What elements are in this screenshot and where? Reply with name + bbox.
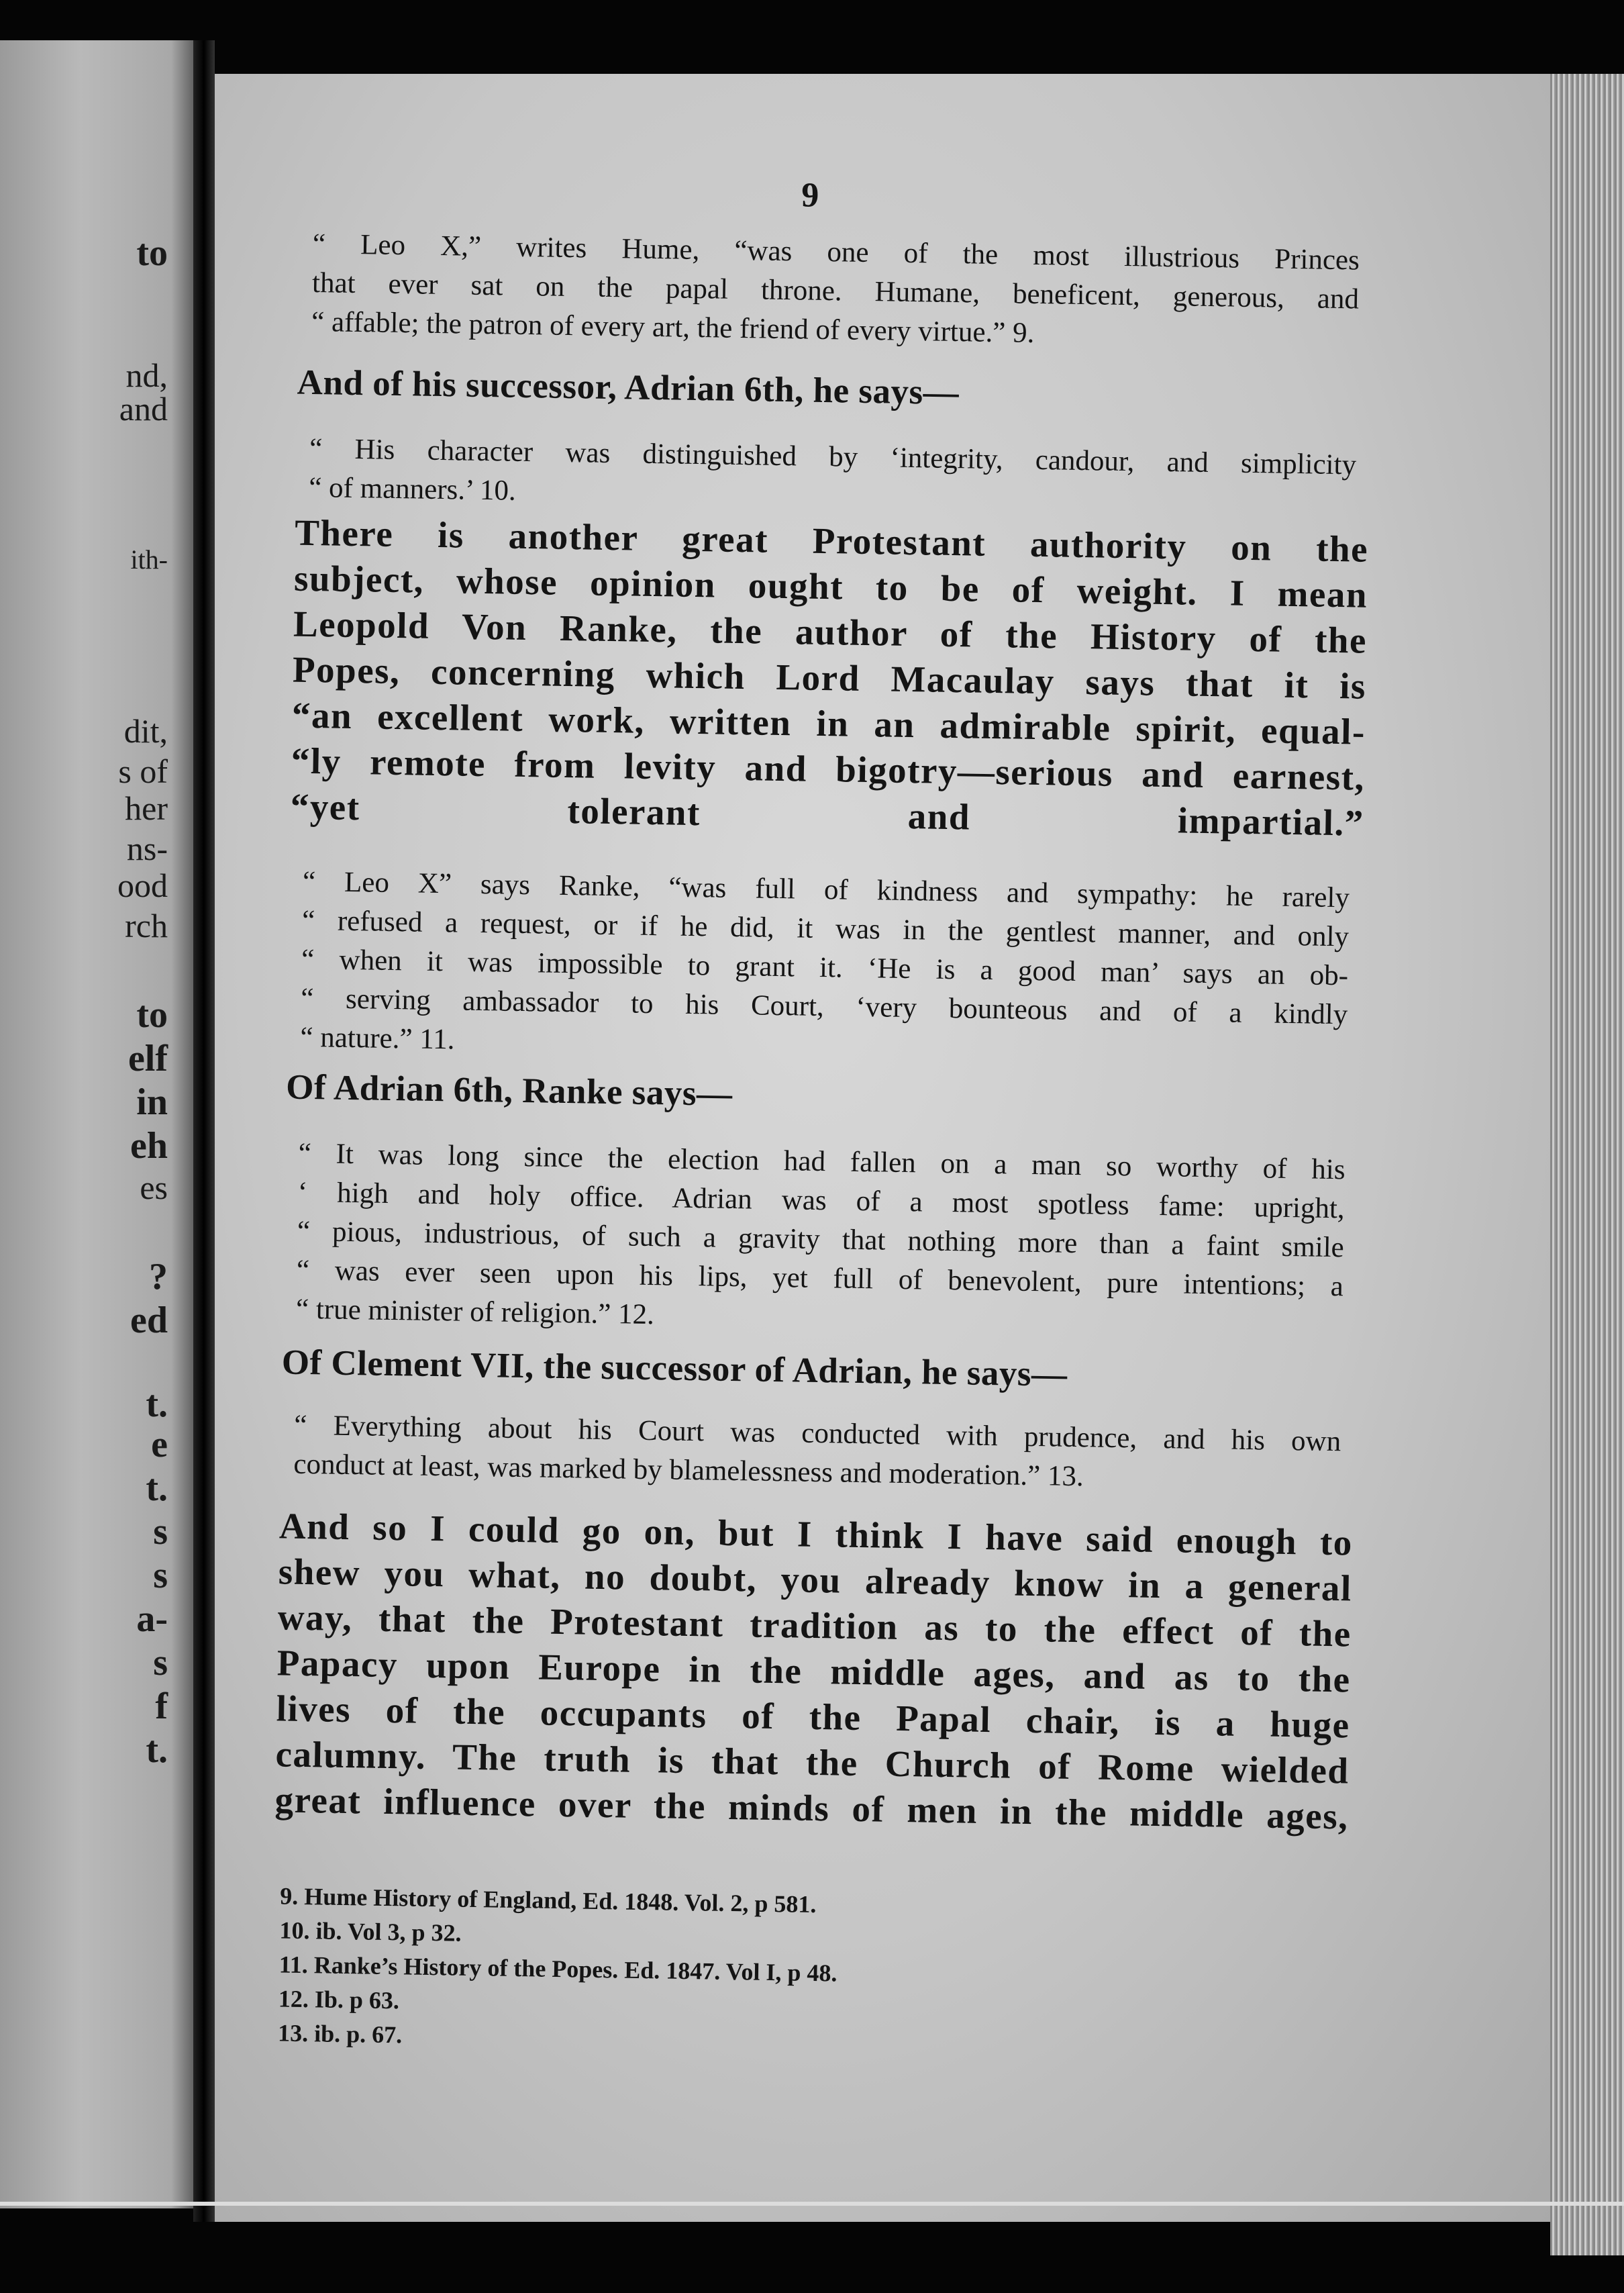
left-page-text-fragment: e: [151, 1424, 168, 1465]
text-line: that ever sat on the papal throne. Humane, beneficent, generous, and: [311, 266, 1360, 315]
text-line: Leopold Von Ranke, the author of the History of the: [293, 603, 1368, 661]
text-line: “ pious, industrious, of such a gravity that nothing more than a faint smile: [297, 1215, 1345, 1264]
text-line: “ was ever seen upon his lips, yet full of benevolent, pure intentions; a: [296, 1254, 1344, 1303]
left-page-fragment: [0, 40, 201, 2208]
ranke-leo-quote: [300, 863, 1350, 1073]
page-content: [274, 74, 1483, 2049]
text-line: “an excellent work, written in an admirable spirit, equal-: [291, 694, 1366, 752]
footnote: 12. Ib. p 63.: [278, 1985, 400, 2014]
footnote: 13. ib. p. 67.: [277, 2019, 403, 2049]
left-page-text-fragment: ood: [117, 867, 168, 904]
left-page-text-fragment: t.: [146, 1729, 168, 1771]
left-page-text-fragment: to: [136, 232, 168, 274]
left-page-text-fragment: ns-: [126, 830, 168, 867]
left-page-text-fragment: eh: [130, 1125, 168, 1167]
hume-leo-quote: [311, 225, 1360, 358]
page-number: 9: [801, 176, 819, 215]
footnote: 11. Ranke’s History of the Popes. Ed. 1847. Vol I, p 48.: [278, 1951, 838, 1987]
left-page-text-fragment: elf: [128, 1038, 168, 1079]
text-line: Popes, concerning which Lord Macaulay says that it is: [292, 648, 1367, 707]
left-page-text-fragment: nd,: [125, 356, 168, 394]
text-line: There is another great Protestant authority on the: [294, 511, 1369, 570]
scan-border-line: [0, 2202, 1624, 2206]
text-line: “ when it was impossible to grant it. ‘He is a good man’ says an ob-: [301, 943, 1349, 992]
heading-clement: Of Clement VII, the successor of Adrian, he says—: [281, 1343, 1068, 1394]
footnote: 9. Hume History of England, Ed. 1848. Vol. 2, p 581.: [280, 1882, 817, 1918]
paragraph-conclusion: [274, 1503, 1353, 1839]
text-line: “ His character was distinguished by ‘integrity, candour, and simplicity: [309, 432, 1357, 481]
text-line: subject, whose opinion ought to be of weight. I mean: [293, 557, 1368, 616]
text-line: great influence over the minds of men in the middle ages,: [274, 1779, 1349, 1837]
text-line: shew you what, no doubt, you already know in a general: [278, 1551, 1353, 1609]
text-line: “ly remote from levity and bigotry—serious and earnest,: [291, 740, 1366, 798]
heading-adrian-ranke: Of Adrian 6th, Ranke says—: [285, 1067, 733, 1114]
left-page-text-fragment: dit,: [123, 712, 168, 750]
left-page-text-fragment: ed: [130, 1300, 168, 1341]
left-page-text-fragment: ?: [149, 1256, 168, 1298]
left-page-text-fragment: t.: [146, 1467, 168, 1509]
text-line: And so I could go on, but I think I have said enough to: [278, 1505, 1354, 1563]
text-line: “ Leo X” says Ranke, “was full of kindness and sympathy: he rarely: [302, 865, 1350, 914]
text-line: “ serving ambassador to his Court, ‘very bounteous and of a kindly: [300, 982, 1348, 1031]
left-page-text-fragment: s: [153, 1555, 168, 1596]
text-line: “ Everything about his Court was conducted with prudence, and his own: [294, 1409, 1341, 1458]
left-page-text-fragment: ith-: [130, 544, 168, 575]
left-page-text-fragment: s: [153, 1642, 168, 1684]
left-page-text-fragment: and: [119, 390, 168, 428]
left-page-text-fragment: s: [153, 1511, 168, 1553]
text-line: “ It was long since the election had fallen on a man so worthy of his: [298, 1137, 1346, 1186]
text-line: “ Leo X,” writes Hume, “was one of the most illustrious Princes: [312, 228, 1360, 277]
left-page-text-fragment: in: [136, 1081, 168, 1123]
text-line: “yet tolerant and impartial.”: [290, 785, 1365, 844]
text-line: “ of manners.’ 10.: [308, 471, 517, 507]
book-page: [215, 74, 1550, 2222]
text-line: conduct at least, was marked by blamelessness and moderation.” 13.: [293, 1448, 1084, 1493]
text-line: “ refused a request, or if he did, it was in the gentlest manner, and only: [301, 904, 1350, 953]
left-page-text-fragment: es: [140, 1169, 168, 1206]
text-line: “ affable; the patron of every art, the friend of every virtue.” 9.: [311, 305, 1035, 349]
text-line: “ true minister of religion.” 12.: [295, 1293, 655, 1331]
book-gutter: [193, 40, 215, 2222]
text-line: lives of the occupants of the Papal chair, is a huge: [276, 1688, 1351, 1746]
text-line: Papacy upon Europe in the middle ages, and as to the: [276, 1642, 1352, 1700]
text-line: way, that the Protestant tradition as to the effect of the: [277, 1596, 1352, 1655]
left-page-text-fragment: s of: [118, 752, 168, 790]
footnote: 10. ib. Vol 3, p 32.: [279, 1916, 462, 1947]
text-line: ‘ high and holy office. Adrian was of a most spotless fame: upright,: [297, 1176, 1346, 1225]
ranke-adrian-quote: [296, 1134, 1346, 1345]
left-page-text-fragment: t.: [146, 1383, 168, 1425]
left-page-text-fragment: to: [136, 994, 168, 1036]
left-page-text-fragment: f: [155, 1686, 168, 1727]
left-page-text-fragment: her: [125, 789, 168, 827]
left-page-text-fragment: a-: [136, 1598, 168, 1640]
paragraph-ranke-authority: [290, 510, 1368, 846]
left-page-text-fragment: rch: [125, 907, 168, 944]
page-edges: [1550, 74, 1624, 2255]
heading-adrian-hume: And of his successor, Adrian 6th, he says—: [297, 362, 960, 413]
text-line: “ nature.” 11.: [300, 1021, 455, 1056]
footnotes: [278, 1880, 1086, 2063]
ranke-clement-quote: [293, 1406, 1341, 1500]
text-line: calumny. The truth is that the Church of Rome wielded: [275, 1733, 1350, 1792]
hume-adrian-quote: [309, 430, 1357, 524]
